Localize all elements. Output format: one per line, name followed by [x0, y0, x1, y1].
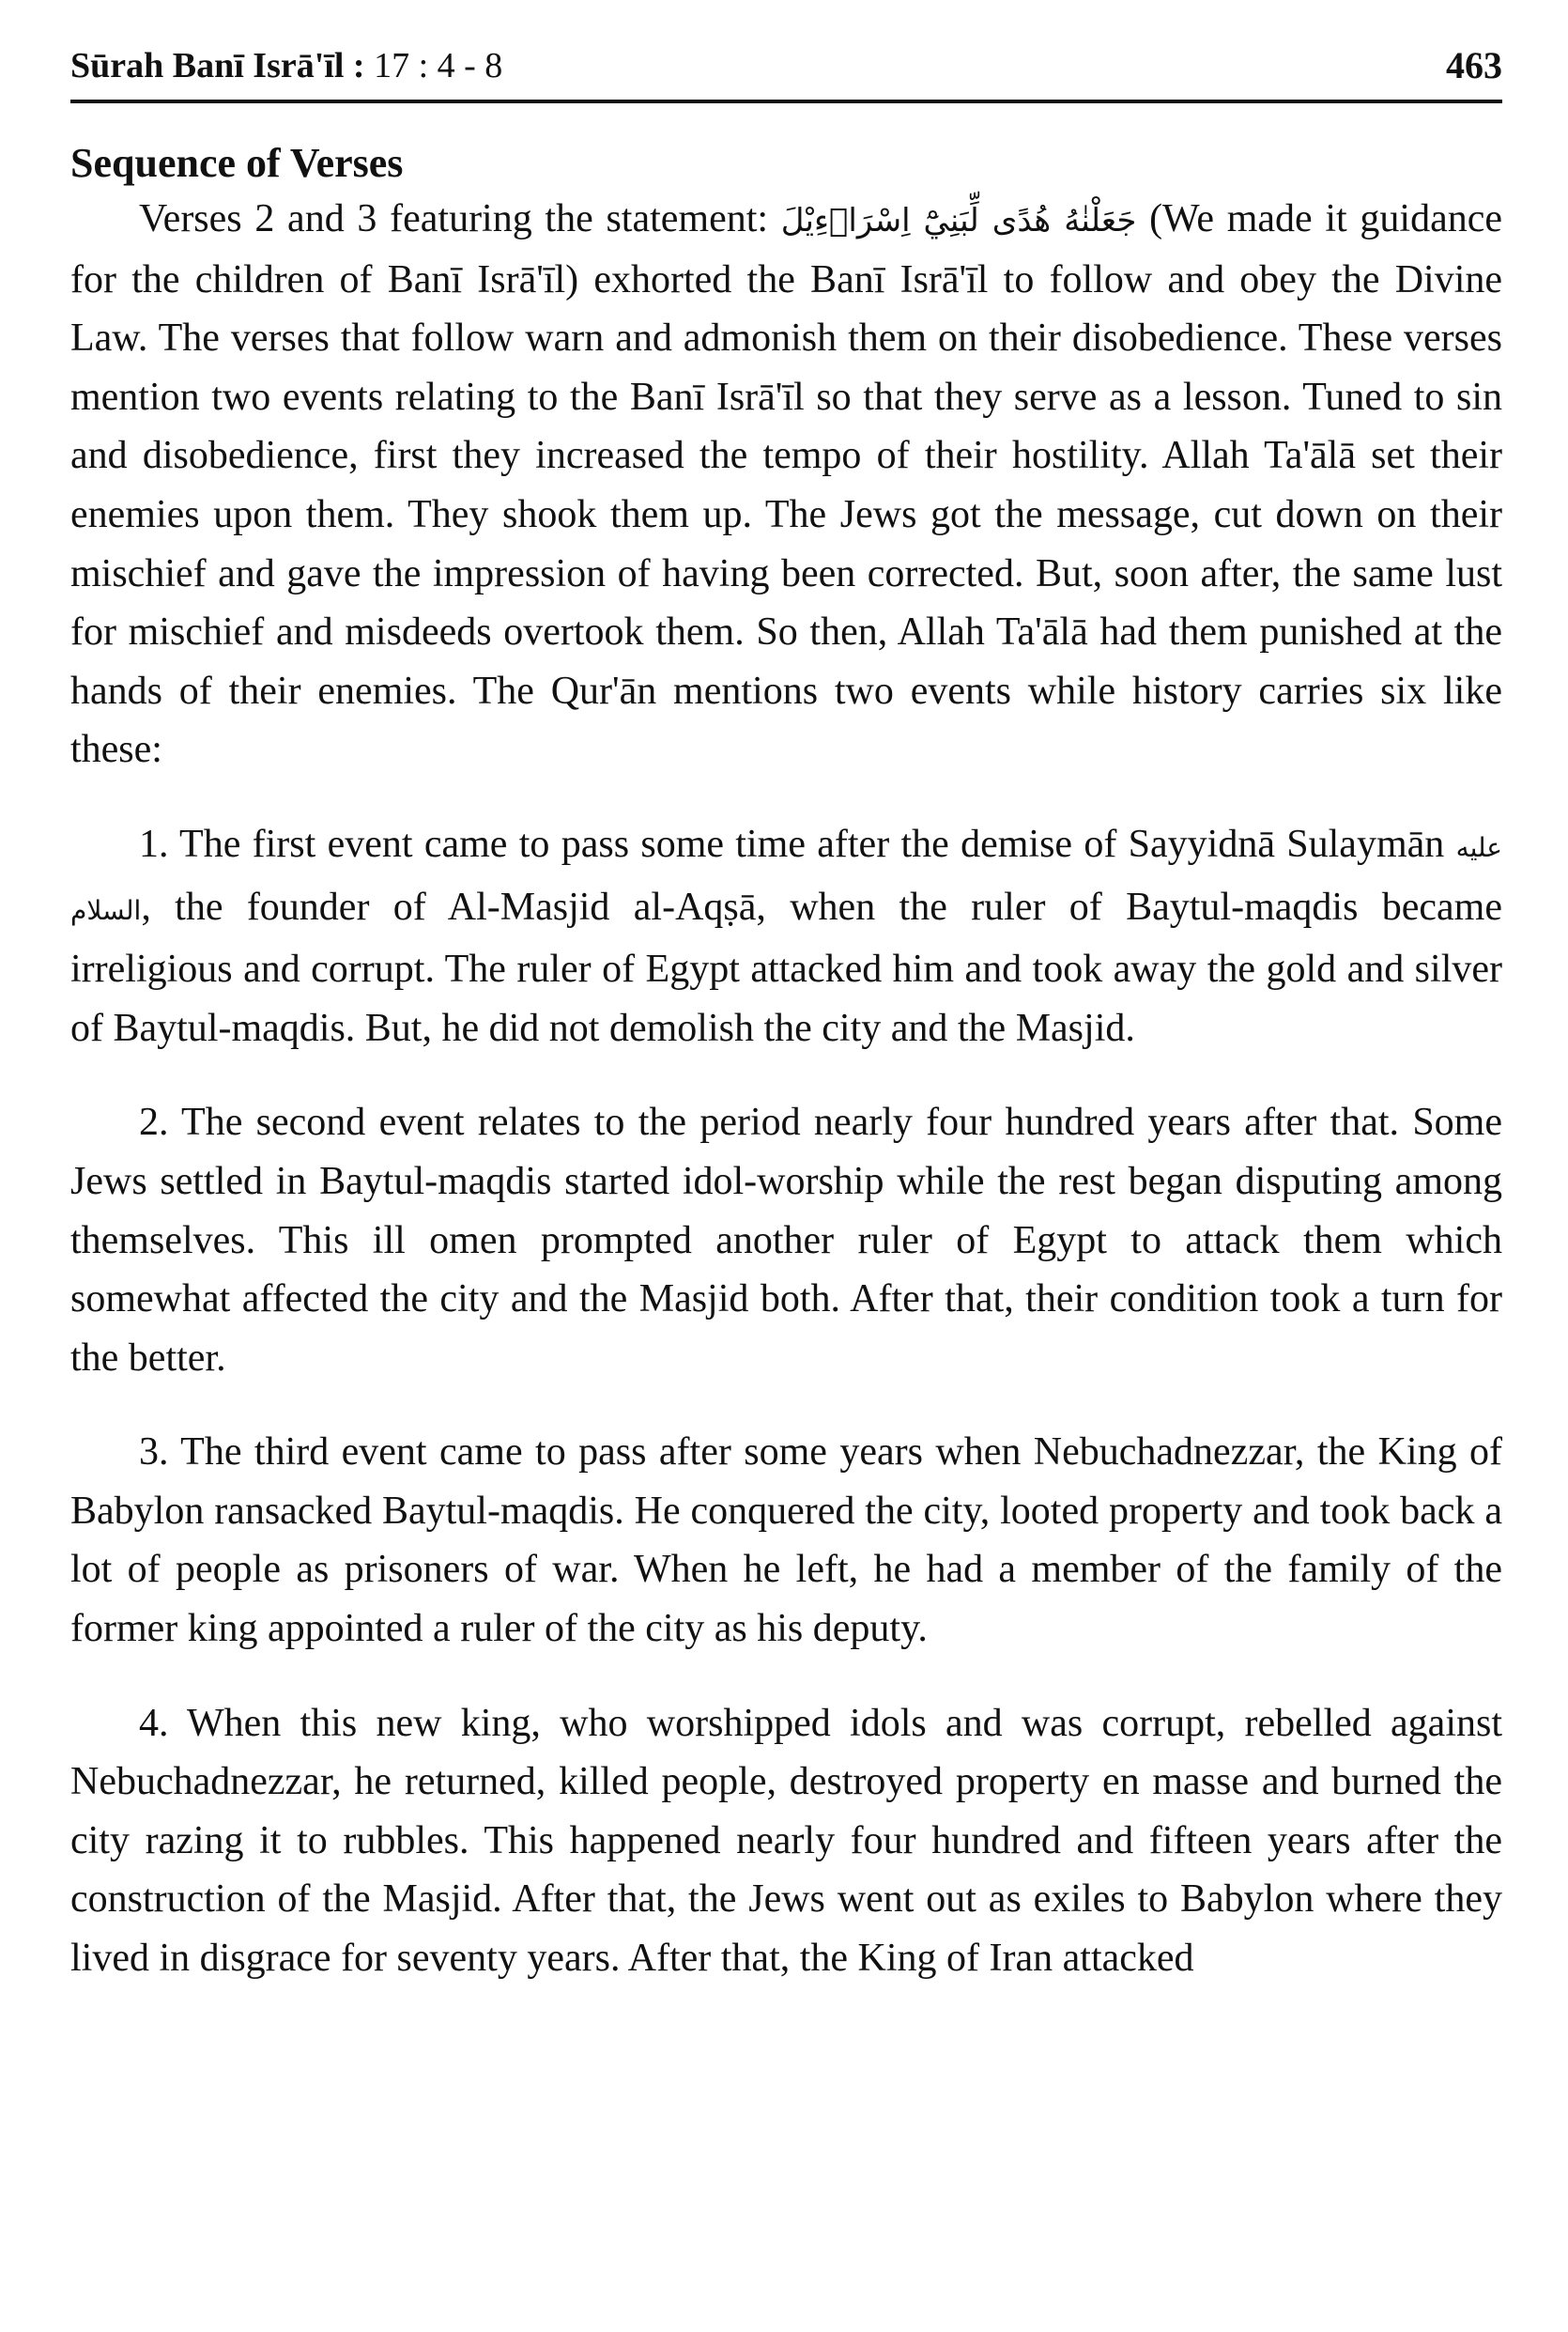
intro-paragraph: [70, 190, 1502, 780]
list-item-4: 4. When this new king, who worshipped idols and was corrupt, rebelled against Nebuchadnezzar, he returned, killed people, destroyed property en masse and burned the city razing it to rubbles. This happened nearly four hundred and fifteen years after the construction of the Masjid. After that, the Jews went out as exiles to Babylon where they lived in disgrace for seventy years. After that, the King of Iran attacked: [70, 1701, 1502, 1981]
book-page: [70, 38, 1502, 1988]
page-number: 463: [1446, 44, 1502, 86]
running-header: [70, 38, 1502, 103]
list-item-3: 3. The third event came to pass after some years when Nebuchadnezzar, the King of Babylon ransacked Baytul-maqdis. He conquered the city, looted property and took back a lot of people as prisoners of war. When he left, he had a member of the family of the former king appointed a ruler of the city as his deputy.: [70, 1430, 1502, 1651]
surah-name: Sūrah Banī Isrā'īl :: [70, 46, 365, 85]
arabic-quotation: جَعَلْنٰهُ هُدًى لِّبَنِيْٓ اِسْرَاۗءِيْلَ: [780, 202, 1137, 239]
honorific-symbol: عليه السلام: [70, 831, 1502, 926]
list-item-2: 2. The second event relates to the period nearly four hundred years after that. Some Jews settled in Baytul-maqdis started idol-worship while the rest began disputing among themselves. This ill omen prompted another ruler of Egypt to attack them which somewhat affected the city and the Masjid both. After that, their condition took a turn for the better.: [70, 1101, 1502, 1380]
list-item-1: [70, 815, 1502, 1058]
list-item-1-text-start: 1. The first event came to pass some time after the demise of Sayyidnā Sulaymān: [139, 822, 1456, 866]
list-item-1-text-rest: , the founder of Al-Masjid al-Aqṣā, when the ruler of Baytul-maqdis became irreligious and corrupt. The ruler of Egypt attacked him and took away the gold and silver of Baytul-maqdis. But, he did not demolish the city and the Masjid.: [70, 885, 1502, 1050]
intro-text-start: Verses 2 and 3 featuring the statement:: [139, 197, 781, 240]
section-heading: Sequence of Verses: [70, 140, 404, 186]
chapter-reference: [70, 45, 502, 86]
verse-range: 17 : 4 - 8: [364, 46, 503, 85]
intro-text-rest: (We made it guidance for the children of Banī Isrā'īl) exhorted the Banī Isrā'īl to follow and obey the Divine Law. The verses that follow warn and admonish them on their disobedience. These verses mention two events relating to the Banī Isrā'īl so that they serve as a lesson. Tuned to sin and disobedience, first they increased the tempo of their hostility. Allah Ta'ālā set their enemies upon them. They shook them up. The Jews got the message, cut down on their mischief and gave the impression of having been corrected. But, soon after, the same lust for mischief and misdeeds overtook them. So then, Allah Ta'ālā had them punished at the hands of their enemies. The Qur'ān mentions two events while history carries six like these:: [70, 197, 1502, 772]
